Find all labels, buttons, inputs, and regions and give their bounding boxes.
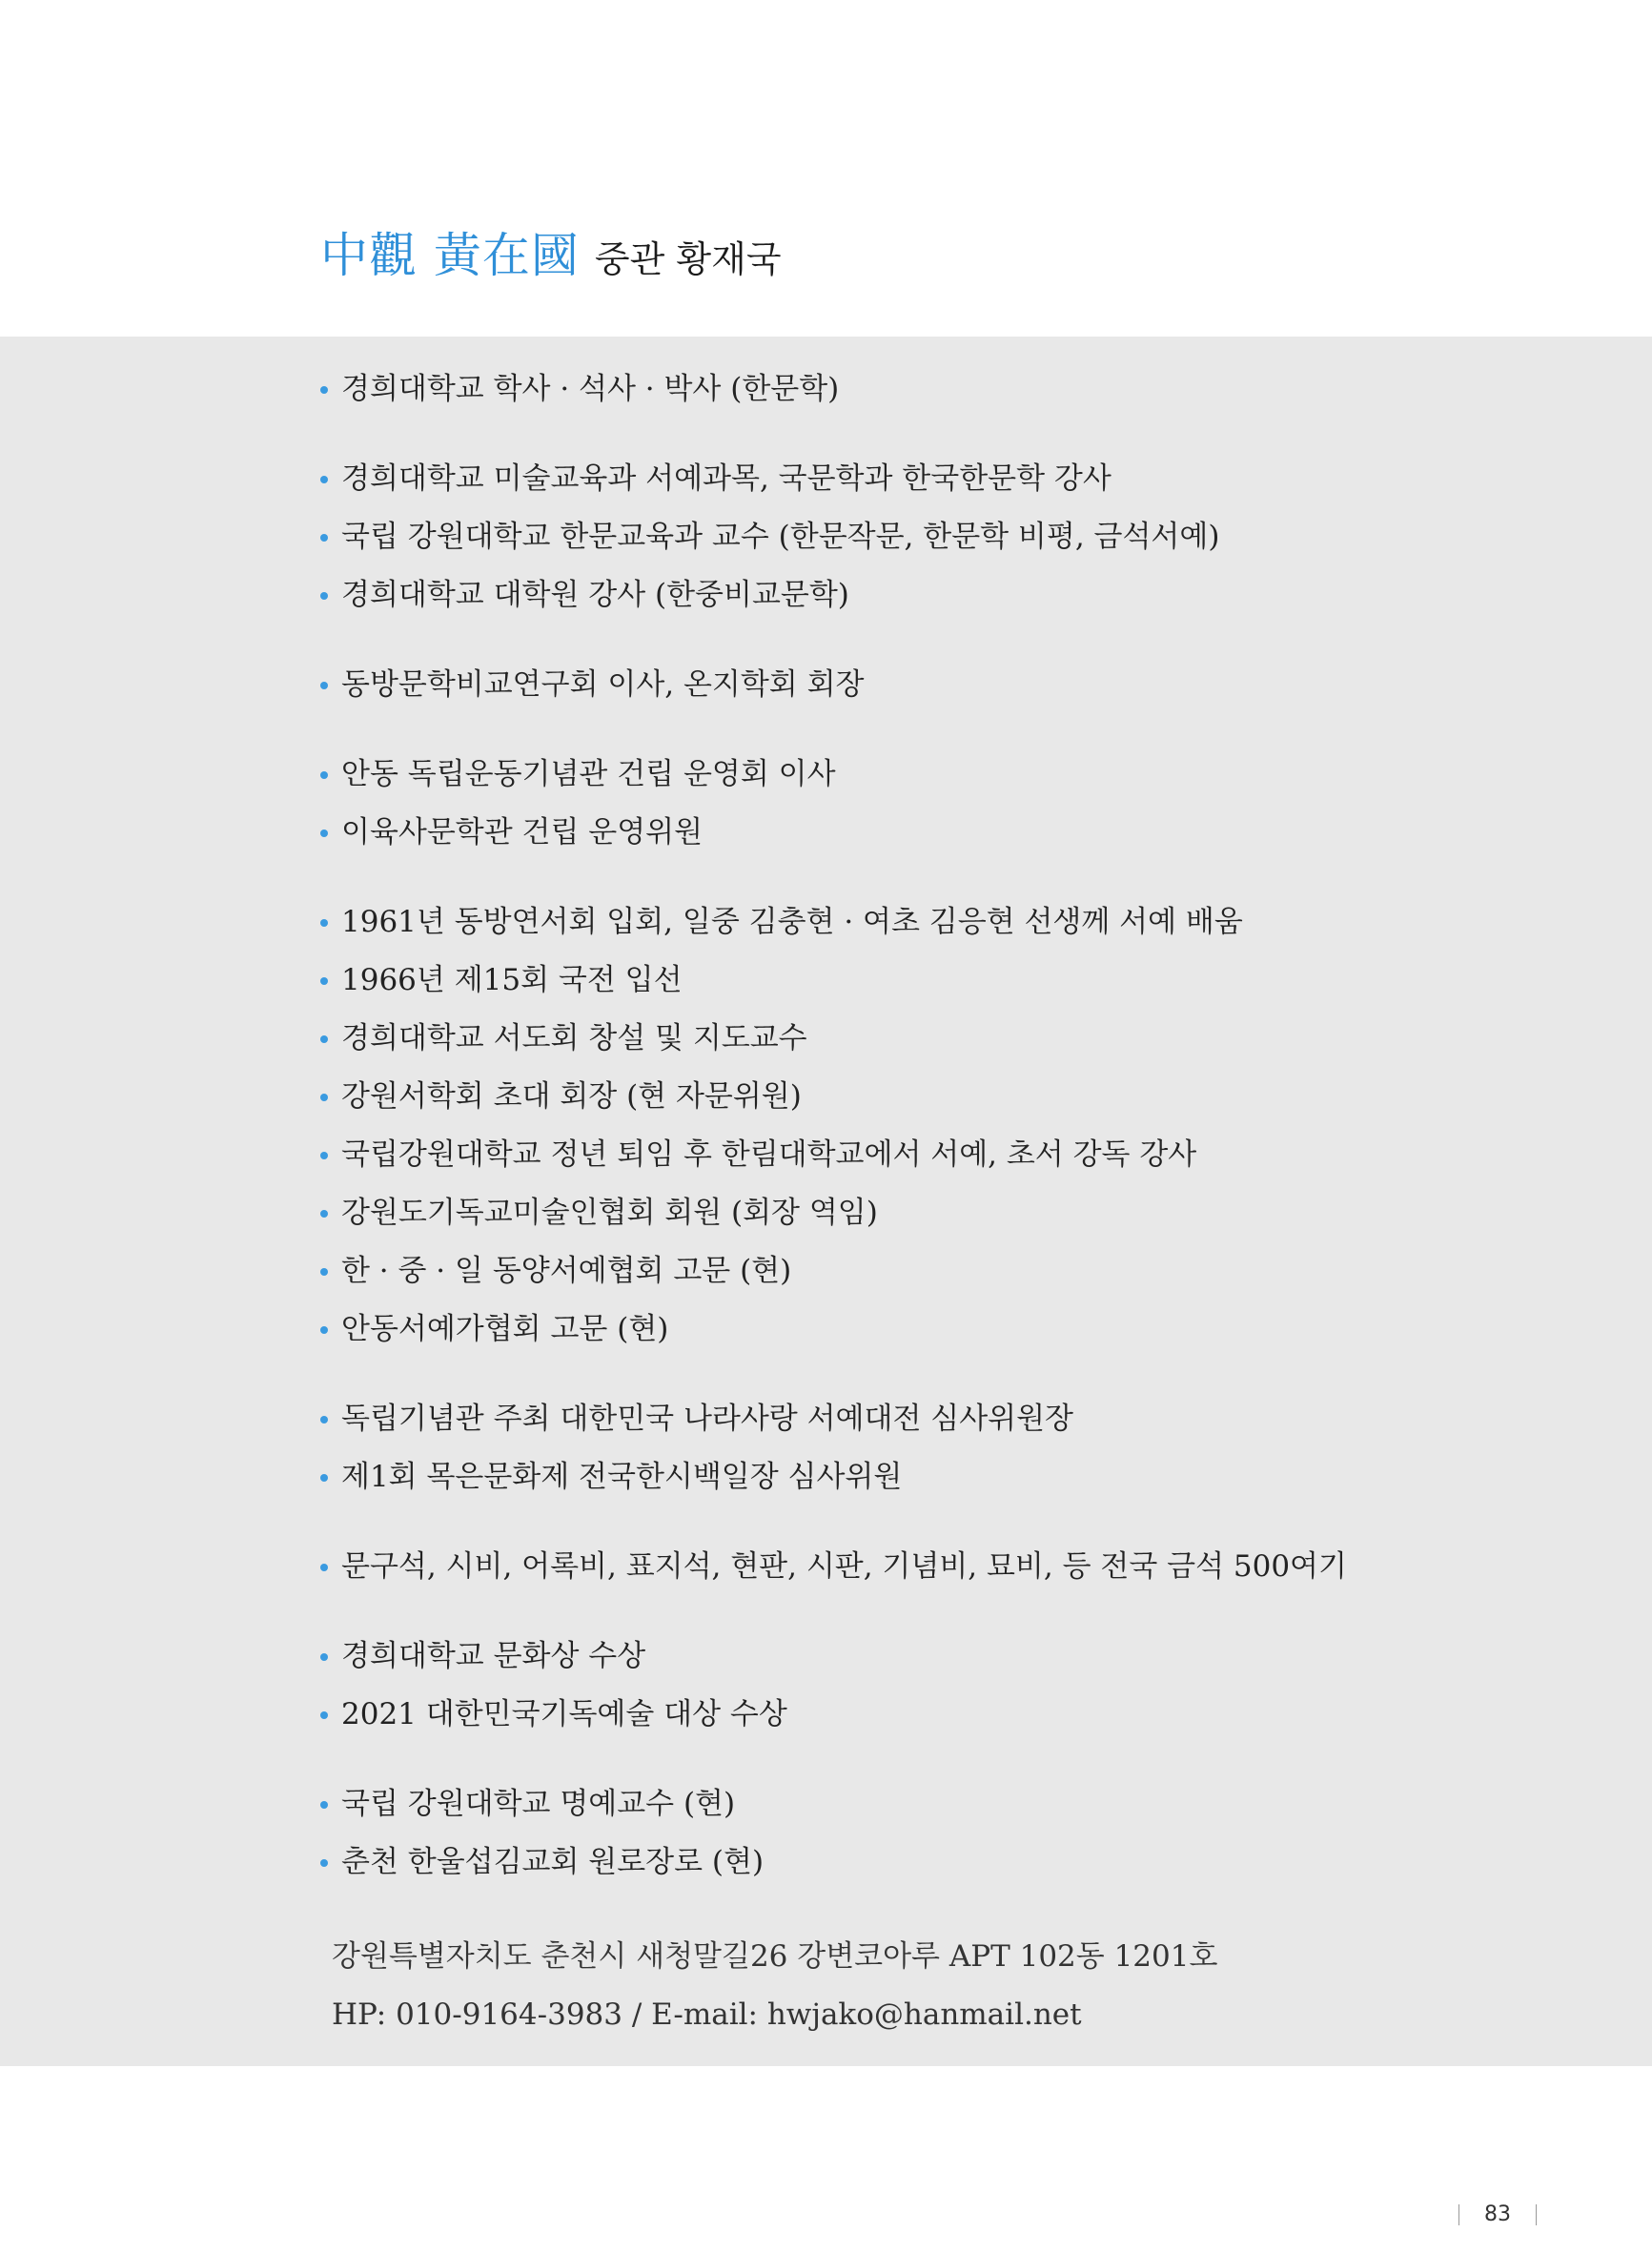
- list-item: [320, 952, 1347, 1010]
- list-item: [320, 360, 1347, 419]
- list-item: [320, 566, 1347, 625]
- bullet-icon: [320, 682, 328, 689]
- list-item-text: 국립 강원대학교 한문교육과 교수 (한문작문, 한문학 비평, 금석서예): [341, 520, 1220, 554]
- list-item: [320, 1010, 1347, 1068]
- bullet-icon: [320, 977, 328, 985]
- bullet-icon: [320, 1859, 328, 1867]
- list-item: [320, 450, 1347, 508]
- list-item-text: 경희대학교 미술교육과 서예과목, 국문학과 한국한문학 강사: [341, 461, 1112, 496]
- list-item: [320, 1628, 1347, 1686]
- list-item-text: 안동서예가협회 고문 (현): [341, 1312, 669, 1346]
- phone-email: HP: 010-9164-3983 / E-mail: hwjako@hanmail.net: [332, 1997, 1082, 2032]
- list-item: [320, 1448, 1347, 1506]
- bullet-icon: [320, 1326, 328, 1334]
- bullet-icon: [320, 919, 328, 927]
- bullet-icon: [320, 1653, 328, 1661]
- contact-block: [332, 1928, 1217, 2044]
- bullet-icon: [320, 534, 328, 542]
- list-item: [320, 1686, 1347, 1744]
- list-item: [320, 804, 1347, 862]
- address: 강원특별자치도 춘천시 새청말길26 강변코아루 APT 102동 1201호: [332, 1939, 1218, 1974]
- title-korean: 중관 황재국: [594, 238, 782, 280]
- bullet-icon: [320, 386, 328, 394]
- bullet-icon: [320, 1268, 328, 1276]
- title-hanja: 中觀 黃在國: [320, 228, 580, 283]
- list-item-text: 안동 독립운동기념관 건립 운영회 이사: [341, 757, 836, 791]
- list-item-text: 국립 강원대학교 명예교수 (현): [341, 1787, 736, 1821]
- bullet-icon: [320, 771, 328, 779]
- list-item: [320, 1242, 1347, 1301]
- list-item-text: 경희대학교 문화상 수상: [341, 1639, 646, 1673]
- bullet-icon: [320, 1564, 328, 1571]
- bullet-icon: [320, 1416, 328, 1423]
- list-item: [320, 1538, 1347, 1596]
- list-item-text: 제1회 목은문화제 전국한시백일장 심사위원: [341, 1460, 903, 1494]
- list-item: [320, 508, 1347, 566]
- list-item: [320, 1301, 1347, 1359]
- list-item-text: 2021 대한민국기독예술 대상 수상: [341, 1697, 787, 1731]
- list-item-text: 이육사문학관 건립 운영위원: [341, 815, 704, 850]
- divider: [1458, 2204, 1459, 2225]
- list-item-text: 국립강원대학교 정년 퇴임 후 한림대학교에서 서예, 초서 강독 강사: [341, 1137, 1197, 1172]
- list-item-text: 강원도기독교미술인협회 회원 (회장 역임): [341, 1196, 878, 1230]
- list-item: [320, 1068, 1347, 1126]
- bullet-icon: [320, 1711, 328, 1719]
- list-item-text: 춘천 한울섭김교회 원로장로 (현): [341, 1845, 765, 1879]
- list-item: [320, 746, 1347, 804]
- list-item-text: 경희대학교 대학원 강사 (한중비교문학): [341, 578, 849, 612]
- bullet-icon: [320, 592, 328, 600]
- career-list: [320, 360, 1347, 1892]
- list-item: [320, 1184, 1347, 1242]
- list-item-text: 1966년 제15회 국전 입선: [341, 963, 683, 997]
- bullet-icon: [320, 1094, 328, 1101]
- page-number-block: [1458, 2202, 1537, 2226]
- list-item-text: 문구석, 시비, 어록비, 표지석, 현판, 시판, 기념비, 묘비, 등 전국 금석 500여기: [341, 1549, 1347, 1584]
- bullet-icon: [320, 1210, 328, 1218]
- list-item-text: 경희대학교 서도회 창설 및 지도교수: [341, 1021, 807, 1055]
- list-item: [320, 1390, 1347, 1448]
- page-number: 83: [1484, 2202, 1511, 2226]
- list-item-text: 1961년 동방연서회 입회, 일중 김충현 · 여초 김응현 선생께 서예 배움: [341, 905, 1243, 939]
- list-item: [320, 1775, 1347, 1833]
- list-item-text: 독립기념관 주최 대한민국 나라사랑 서예대전 심사위원장: [341, 1402, 1073, 1436]
- bullet-icon: [320, 1152, 328, 1159]
- bullet-icon: [320, 1035, 328, 1043]
- list-item-text: 한 · 중 · 일 동양서예협회 고문 (현): [341, 1254, 792, 1288]
- bullet-icon: [320, 1474, 328, 1482]
- list-item-text: 경희대학교 학사 · 석사 · 박사 (한문학): [341, 372, 840, 406]
- list-item-text: 동방문학비교연구회 이사, 온지학회 회장: [341, 667, 865, 702]
- list-item: [320, 893, 1347, 952]
- list-item: [320, 1833, 1347, 1892]
- list-item: [320, 1126, 1347, 1184]
- list-item-text: 강원서학회 초대 회장 (현 자문위원): [341, 1079, 802, 1114]
- bullet-icon: [320, 476, 328, 483]
- page-title: [320, 217, 782, 286]
- bullet-icon: [320, 1801, 328, 1809]
- list-item: [320, 656, 1347, 714]
- bullet-icon: [320, 830, 328, 837]
- divider: [1536, 2204, 1537, 2225]
